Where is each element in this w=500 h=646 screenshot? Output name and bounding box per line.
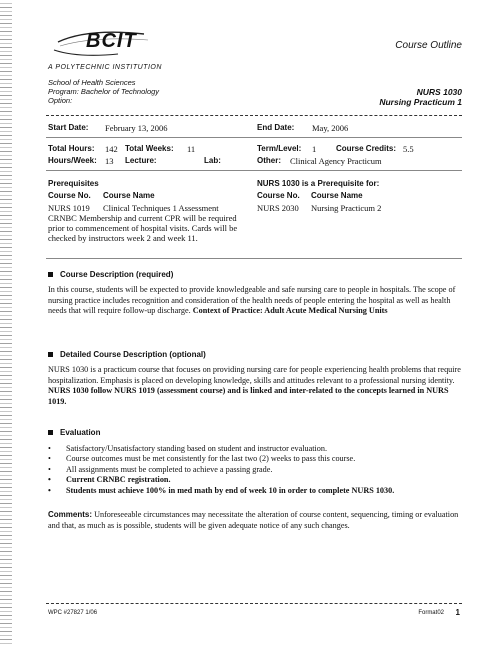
evaluation-item: • Satisfactory/Unsatisfactory standing based on student and instructor evaluation. [48,444,464,454]
page-number: 1 [455,608,460,617]
comments [48,510,464,531]
section-bullet-icon [48,430,53,435]
section-bullet-icon [48,352,53,357]
info-divider-1 [46,137,462,138]
option: Option: [48,96,73,105]
comments-label: Comments: [48,510,93,519]
evaluation-list [48,444,464,496]
prereq-col-no: Course No. [48,191,91,200]
course-title: Nursing Practicum 1 [379,97,462,107]
detailed-description-text: NURS 1030 is a practicum course that focuses on providing nursing care for people experiencing health problems that require hospitalization. Emphasis is placed on developing knowledge, skills and attitudes relevant to a professional nursing identity. [48,365,461,385]
footer-code: WPC #27827 1/06 [48,610,98,616]
evaluation-item: • All assignments must be completed to achieve a passing grade. [48,465,464,475]
end-date-value: May, 2006 [312,123,349,133]
term-value: 1 [312,144,317,154]
evaluation-item: • Course outcomes must be met consistently for the last two (2) weeks to pass this course. [48,454,464,464]
logo-text: BCIT [86,30,137,52]
credits-value: 5.5 [403,144,414,154]
course-description-text: In this course, students will be expected to provide knowledgeable and safe nursing care to people in hospitals. The scope of nursing practice includes recognition and consideration of the health needs of people entering the hospital as well as health needs that will require follow-up discharge. [48,285,456,316]
start-date-value: February 13, 2006 [105,123,168,133]
prereq-col-name: Course Name [103,191,155,200]
course-description-body [48,285,464,317]
evaluation-item: • Students must achieve 100% in med math by end of week 10 in order to complete NURS 1030. [48,486,464,496]
prereq-course-name: Clinical Techniques 1 Assessment [103,203,219,213]
evaluation-item: • Current CRNBC registration. [48,475,464,485]
detailed-description-bold: NURS 1030 follow NURS 1019 (assessment course) and is linked and inter-related to the concepts learned in NURS 1019. [48,386,449,406]
total-hours-value: 142 [105,144,118,154]
total-hours-label: Total Hours: [48,144,95,153]
evaluation-title: Evaluation [60,428,101,437]
course-description-heading [48,270,173,279]
course-code: NURS 1030 [416,87,462,97]
school: School of Health Sciences [48,78,136,87]
course-description-title: Course Description (required) [60,270,174,279]
evaluation-heading [48,428,100,437]
prerequisites-title: Prerequisites [48,179,99,188]
comments-text: Unforeseeable circumstances may necessitate the alteration of course content, sequencing, timing or evaluation and that, as much as is possible, students will be given adequate notice of any such changes. [48,510,459,530]
doc-type: Course Outline [395,40,462,51]
tagline: A POLYTECHNIC INSTITUTION [48,64,162,71]
prereq-for-course-name: Nursing Practicum 2 [311,203,382,213]
detailed-description-title: Detailed Course Description (optional) [60,350,206,359]
info-divider-2 [46,170,462,171]
footer-form: Format02 [418,610,444,616]
end-date-label: End Date: [257,123,295,132]
footer-divider [46,603,462,604]
prereq-divider [46,258,462,259]
prereq-for-col-no: Course No. [257,191,300,200]
start-date-label: Start Date: [48,123,89,132]
other-value: Clinical Agency Practicum [290,156,382,166]
prereq-for-title: NURS 1030 is a Prerequisite for: [257,179,380,188]
prereq-for-col-name: Course Name [311,191,363,200]
term-label: Term/Level: [257,144,302,153]
bcit-logo [48,20,158,62]
program: Program: Bachelor of Technology [48,87,160,96]
prereq-for-course-no: NURS 2030 [257,203,299,213]
section-bullet-icon [48,272,53,277]
prereq-note: CRNBC Membership and current CPR will be required prior to commencement of hospital visits. Cards will be checked by instructors week 2 and week 11. [48,213,238,244]
context-of-practice: Context of Practice: Adult Acute Medical Nursing Units [192,306,388,316]
lecture-label: Lecture: [125,156,157,165]
header-divider [46,115,462,116]
detailed-description-body [48,365,464,407]
credits-label: Course Credits: [336,144,397,153]
other-label: Other: [257,156,281,165]
lab-label: Lab: [204,156,221,165]
total-weeks-label: Total Weeks: [125,144,174,153]
scan-edge-noise [0,0,12,646]
prereq-course-no: NURS 1019 [48,203,90,213]
detailed-description-heading [48,350,206,359]
hours-week-label: Hours/Week: [48,156,97,165]
hours-week-value: 13 [105,156,114,166]
total-weeks-value: 11 [187,144,196,154]
